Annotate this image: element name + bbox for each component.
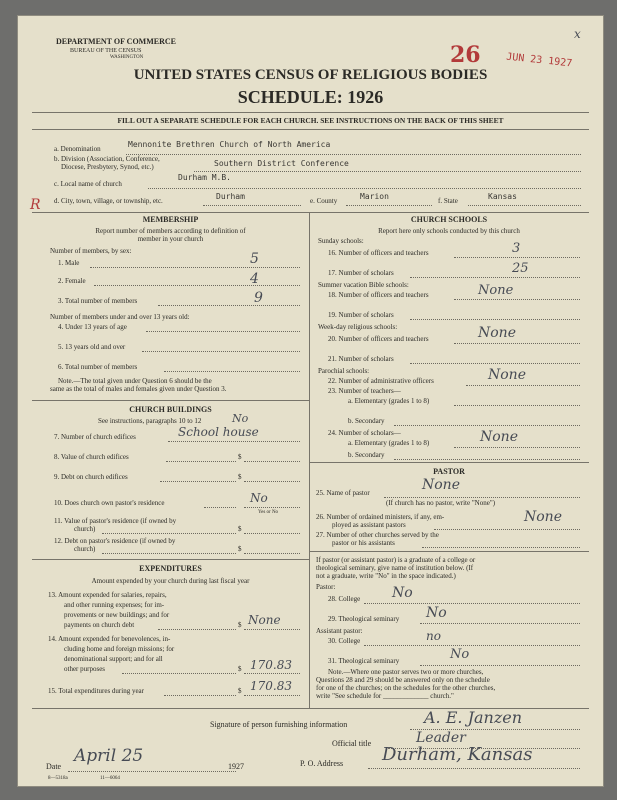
q27-label-1: 27. Number of other churches served by the [316, 531, 439, 539]
division-label-1: b. Division (Association, Conference, [54, 155, 160, 163]
q25-value: None [422, 477, 460, 493]
q19-label: 19. Number of scholars [328, 311, 394, 319]
q31-value: No [450, 647, 470, 662]
q15-dollar: $ [238, 687, 242, 695]
q16-value: 3 [512, 241, 521, 256]
graduate-note-2: theological seminary, give name of institution below. (If [316, 564, 474, 572]
membership-heading: MEMBERSHIP [142, 215, 199, 224]
official-title-label: Official title [332, 739, 372, 748]
q27-label-2: pastor or his assistants [332, 539, 395, 547]
q17-label: 17. Number of scholars [328, 269, 394, 277]
parochial-schools-label: Parochial schools: [318, 367, 370, 375]
q14-label-2: cluding home and foreign missions; for [64, 645, 175, 653]
schedule-title: SCHEDULE: 1926 [237, 87, 384, 107]
po-address-value: Durham, Kansas [382, 744, 533, 765]
local-name-value: Durham M.B. [178, 173, 231, 182]
pastor-note-1: Note.—Where one pastor serves two or more churches, [328, 668, 484, 676]
q22-value: None [488, 367, 526, 383]
denomination-value: Mennonite Brethren Church of North America [128, 140, 331, 149]
q12-dollar: $ [238, 545, 242, 553]
q31-label: 31. Theological seminary [328, 657, 400, 665]
bureau-label: BUREAU OF THE CENSUS [70, 48, 142, 54]
form-number: 8—5318a [48, 776, 68, 781]
q16-label: 16. Number of officers and teachers [328, 249, 429, 257]
received-stamp: JUN 23 1927 [505, 51, 573, 70]
q28-value: No [392, 585, 413, 601]
q20-label: 20. Number of officers and teachers [328, 335, 429, 343]
county-label: e. County [310, 197, 338, 205]
membership-note-2: same as the total of males and females given under Question 3. [50, 385, 227, 393]
q30-value: no [426, 629, 441, 643]
expenditures-heading: EXPENDITURES [139, 564, 202, 573]
q4-label: 4. Under 13 years of age [58, 323, 127, 331]
q13-label-3: provements or new buildings; and for [64, 611, 170, 619]
q25-note: (If church has no pastor, write "None") [386, 499, 496, 507]
q14-label-1: 14. Amount expended for benevolences, in- [48, 635, 171, 643]
state-label: f. State [438, 197, 458, 205]
expenditures-subheading: Amount expended by your church during last fiscal year [91, 577, 250, 585]
q30-label: 30. College [328, 637, 361, 645]
graduate-note-3: not a graduate, write "No" in the space indicated.) [316, 572, 456, 580]
q9-label: 9. Debt on church edifices [54, 473, 128, 481]
q22-label: 22. Number of administrative officers [328, 377, 434, 385]
q10-value: No [250, 491, 268, 505]
q14-dollar: $ [238, 665, 242, 673]
official-title-value: Leader [416, 730, 466, 746]
q20-value: None [478, 325, 516, 341]
sunday-schools-label: Sunday schools: [318, 237, 364, 245]
vacation-schools-label: Summer vacation Bible schools: [318, 281, 409, 289]
graduate-note-1: If pastor (or assistant pastor) is a graduate of a college or [316, 556, 476, 564]
signature-label: Signature of person furnishing information [210, 720, 348, 729]
buildings-heading: CHURCH BUILDINGS [129, 405, 212, 414]
q23-label: 23. Number of teachers— [328, 387, 401, 395]
q8-dollar: $ [238, 453, 242, 461]
membership-intro-1: Report number of members according to definition of [95, 227, 246, 235]
pastor-note-2: Questions 28 and 29 should be answered only on the schedule [316, 676, 490, 684]
q6-label: 6. Total number of members [58, 363, 138, 371]
buildings-subheading: See instructions, paragraphs 10 to 12 [98, 417, 202, 425]
q15-label: 15. Total expenditures during year [48, 687, 144, 695]
q24a-value: None [480, 429, 518, 445]
q3-label: 3. Total number of members [58, 297, 138, 305]
q13-label-4: payments on church debt [64, 621, 135, 629]
q3-value: 9 [254, 290, 263, 306]
q11-dollar: $ [238, 525, 242, 533]
corner-number: 26 [450, 42, 481, 68]
pastor-note-4: write "See schedule for _____________ church." [316, 692, 454, 700]
q26-label-1: 26. Number of ordained ministers, if any, em- [316, 513, 445, 521]
q13-value: None [248, 613, 281, 627]
schools-intro: Report here only schools conducted by this church [378, 227, 520, 235]
q12-label-1: 12. Debt on pastor's residence (if owned by [54, 537, 176, 545]
over-13-label: Number of members under and over 13 years old: [50, 313, 190, 321]
pastor-note-3: for one of the churches; on the schedules for the other churches, [316, 684, 496, 692]
buildings-subheading-note: No [232, 412, 249, 425]
q7-label: 7. Number of church edifices [54, 433, 136, 441]
q13-dollar: $ [238, 621, 242, 629]
q24a-label: a. Elementary (grades 1 to 8) [348, 439, 430, 447]
weekday-schools-label: Week-day religious schools: [318, 323, 398, 331]
q15-value: 170.83 [250, 679, 292, 693]
q14-label-4: other purposes [64, 665, 106, 673]
q18-value: None [478, 283, 514, 298]
q29-value: No [426, 605, 447, 621]
pastor-subheading: Pastor: [316, 583, 336, 591]
q12-label-2: church) [74, 545, 96, 553]
q23a-label: a. Elementary (grades 1 to 8) [348, 397, 430, 405]
city-value: Durham [216, 192, 245, 201]
pastor-heading: PASTOR [433, 467, 465, 476]
q29-label: 29. Theological seminary [328, 615, 400, 623]
department-label: DEPARTMENT OF COMMERCE [56, 37, 177, 46]
q10-label: 10. Does church own pastor's residence [54, 499, 165, 507]
po-address-label: P. O. Address [300, 759, 344, 768]
city-field-label: d. City, town, village, or township, etc. [54, 197, 163, 205]
city-label: WASHINGTON [110, 55, 144, 60]
members-by-sex-label: Number of members, by sex: [50, 247, 132, 255]
q24-label: 24. Number of scholars— [328, 429, 401, 437]
q1-value: 5 [250, 251, 259, 267]
date-label: Date [46, 762, 62, 771]
yes-or-no-hint: Yes or No [258, 510, 279, 515]
q2-value: 4 [250, 271, 259, 287]
instructions-line: FILL OUT A SEPARATE SCHEDULE FOR EACH CHURCH. SEE INSTRUCTIONS ON THE BACK OF THIS SHEET [117, 116, 504, 125]
q11-label-2: church) [74, 525, 96, 533]
q7-value: School house [178, 425, 259, 439]
membership-intro-2: member in your church [137, 235, 204, 243]
q24b-label: b. Secondary [348, 451, 385, 459]
corner-mark: x [574, 27, 581, 41]
q23b-label: b. Secondary [348, 417, 385, 425]
q17-value: 25 [512, 261, 529, 276]
print-number: 11—6064 [100, 776, 120, 781]
q13-label-2: and other running expenses; for im- [64, 601, 165, 609]
date-year: 1927 [228, 762, 244, 771]
census-schedule-form [18, 16, 603, 786]
q21-label: 21. Number of scholars [328, 355, 394, 363]
assistant-pastor-subheading: Assistant pastor: [316, 627, 363, 635]
q5-label: 5. 13 years old and over [58, 343, 126, 351]
division-label-2: Diocese, Presbytery, Synod, etc.) [61, 163, 154, 171]
q25-label: 25. Name of pastor [316, 489, 370, 497]
q8-label: 8. Value of church edifices [54, 453, 129, 461]
membership-note-1: Note.—The total given under Question 6 should be the [58, 377, 212, 385]
division-value: Southern District Conference [214, 159, 349, 168]
q1-label: 1. Male [58, 259, 80, 267]
q2-label: 2. Female [58, 277, 86, 285]
q28-label: 28. College [328, 595, 361, 603]
q13-label-1: 13. Amount expended for salaries, repairs, [48, 591, 167, 599]
local-name-label: c. Local name of church [54, 180, 122, 188]
state-value: Kansas [488, 192, 517, 201]
q9-dollar: $ [238, 473, 242, 481]
margin-mark: R [30, 197, 41, 213]
date-value: April 25 [74, 746, 144, 766]
q11-label-1: 11. Value of pastor's residence (if owned by [54, 517, 177, 525]
signature-value: A. E. Janzen [424, 708, 523, 727]
denomination-label: a. Denomination [54, 145, 101, 153]
q26-label-2: ployed as assistant pastors [332, 521, 406, 529]
schools-heading: CHURCH SCHOOLS [410, 215, 488, 224]
q26-value: None [524, 509, 562, 525]
form-title: UNITED STATES CENSUS OF RELIGIOUS BODIES [133, 67, 488, 83]
county-value: Marion [360, 192, 389, 201]
q14-label-3: denominational support; and for all [64, 655, 163, 663]
q18-label: 18. Number of officers and teachers [328, 291, 429, 299]
q14-value: 170.83 [250, 658, 292, 672]
